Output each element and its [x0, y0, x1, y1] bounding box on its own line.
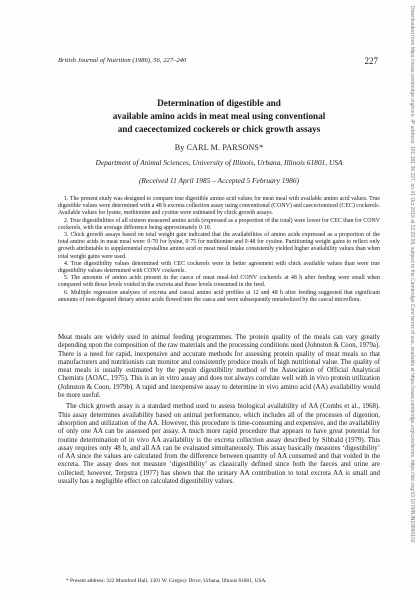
author-line: By CARL M. PARSONS* — [174, 143, 264, 152]
abstract-item: 5. The amounts of amino acids present in the caeca of meat meal-fed CONV cockerels at 48 h after feeding were small when compared with those levels voided in the excreta and those levels consumed in the feed. — [58, 275, 380, 289]
abstract — [58, 196, 380, 304]
title-line: available amino acids in meat meal using conventional — [112, 111, 326, 121]
abstract-item: 1. The present study was designed to compare true digestible amino acid values for meat meal with available amino acid values. True digestible values were determined with a 48 h excreta collection assay using conventional (CONV) and caecectomized (CEC) cockerels. Available values for lysine, methionine and cystine were estimated by chick growth assays. — [58, 196, 380, 217]
title-line: Determination of digestible and — [157, 98, 281, 108]
body-text — [58, 334, 380, 489]
abstract-item: 6. Multiple regression analyses of excreta and caecal amino acid profiles at 12 and 48 h after feeding suggested that significant amounts of non-digested dietary amino acids flowed into the caeca and were subsequently metabolized by the caecal microflora. — [58, 289, 380, 303]
running-head: British Journal of Nutrition (1986), 56, 227–240 — [58, 57, 187, 64]
download-notice-strip — [408, 6, 416, 594]
title-line: and caecectomized cockerels or chick growth assays — [117, 124, 321, 134]
received-dates: (Received 11 April 1985 – Accepted 5 February 1986) — [138, 176, 300, 185]
abstract-item: 3. Chick growth assays based on total weight gain indicated that the availabilities of amino acids expressed as a proportion of the total amino acids in meat meal were: 0·70 for lysine, 0·75 for methionine and 0·48 for cystine. Partitioning weight gains to reflect only growth attributable to supplemental crystalline amino acid or meat meal intake consistently yielded higher availability values than when total weight gains were used. — [58, 232, 380, 260]
abstract-item: 4. True digestibility values determined with CEC cockerels were in better agreement with chick available values than were true digestibility values determined with CONV cockerels. — [58, 260, 380, 275]
abstract-item: 2. True digestibilities of all sixteen measured amino acids (expressed as a proportion of the total) were lower for CEC than for CONV cockerels, with the average difference being approximately 0·10. — [58, 217, 380, 231]
download-notice-text: Downloaded from https://www.cambridge.org/core. IP address: 101.181.36.227, on 01 Oct 2019 at 12:20:08, subject to the Cambridge Core terms of use, available at https://www.cambridge.org/core/terms. https://doi.org/10.1079/BJN19860102 — [409, 6, 415, 543]
body-paragraph: Meat meals are widely used in animal feeding programmes. The protein quality of the meals can vary greatly depending upon the composition of the raw materials and the processing conditions used (Johnston & Coon, 1979a). There is a need for rapid, inexpensive and accurate methods for assessing protein quality of meat meals so that manufacturers and nutritionists can monitor and consistently produce meals of high nutritional value. The quality of meat meals is usually estimated by the pepsin digestibility method of the Association of Official Analytical Chemists (AOAC, 1975). This is an in vitro assay and does not always correlate well with in vivo protein utilization (Johnston & Coon, 1979b). A rapid and inexpensive assay to determine in vivo amino acid (AA) availability would be more useful. — [58, 334, 380, 400]
affiliation: Department of Animal Sciences, University of Illinois, Urbana, Illinois 61801, USA — [95, 158, 343, 167]
page-number: 227 — [364, 56, 378, 66]
body-paragraph: The chick growth assay is a standard method used to assess biological availability of AA (Combs et al., 1968). This assay determines availability based on animal performance, which includes all of the processes of digestion, absorption and utilization of the AA. However, this procedure is time-consuming and expensive, and the availability of only one AA can be assessed per assay. A much more rapid procedure that appears to have great potential for routine determination of in vivo AA availability is the excreta collection assay described by Sibbald (1979). This assay requires only 48 h, and all AA can be evaluated simultaneously. This assay basically measures ‘digestibility’ of AA since the values are calculated from the difference between quantity of AA consumed and that voided in the excreta. The assay does not measure ‘digestibility’ as classically defined since both the faeces and urine are collected; however, Terpstra (1977) has shown that the urinary AA contribution to total excreta AA is small and usually has a negligible effect on calculated digestibility values. — [58, 403, 380, 486]
article-title — [58, 97, 380, 136]
footnote: * Present address: 322 Mumford Hall, 1301 W. Gregory Drive, Urbana, Illinois 61801, USA. — [66, 578, 267, 584]
